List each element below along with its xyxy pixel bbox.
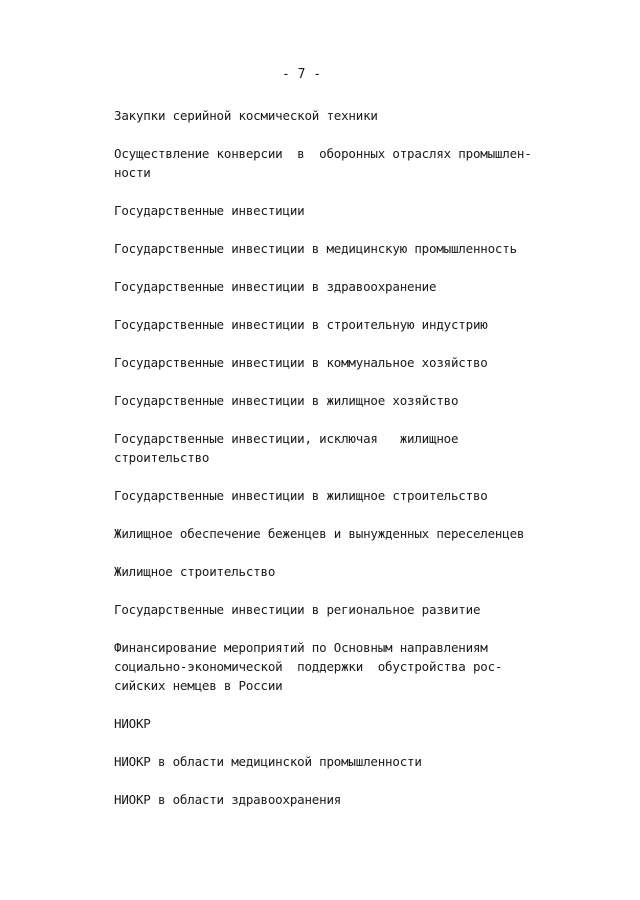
- budget-item-defense-conversion: Осуществление конверсии в оборонных отраслях промышлен- ности: [114, 146, 532, 180]
- budget-item-list: [114, 106, 554, 828]
- budget-item-housing-economy-investment: Государственные инвестиции в жилищное хозяйство: [114, 393, 459, 408]
- budget-item-medical-industry-investment: Государственные инвестиции в медицинскую промышленность: [114, 241, 517, 256]
- page-number: - 7 -: [282, 67, 322, 82]
- budget-item-utilities-investment: Государственные инвестиции в коммунальное хозяйство: [114, 355, 488, 370]
- budget-item-refugee-housing: Жилищное обеспечение беженцев и вынужденных переселенцев: [114, 526, 525, 541]
- budget-item-rnd: НИОКР: [114, 716, 151, 731]
- budget-item-housing-construction-investment: Государственные инвестиции в жилищное строительство: [114, 488, 488, 503]
- budget-item-state-investment: Государственные инвестиции: [114, 203, 305, 218]
- budget-item-russian-germans-support: Финансирование мероприятий по Основным направлениям социально-экономической поддержки обустройства рос- сийских немцев в России: [114, 640, 503, 693]
- budget-item-construction-industry-investment: Государственные инвестиции в строительную индустрию: [114, 317, 488, 332]
- budget-item-healthcare-investment: Государственные инвестиции в здравоохранение: [114, 279, 437, 294]
- budget-item-regional-development-investment: Государственные инвестиции в региональное развитие: [114, 602, 481, 617]
- budget-item-housing-construction: Жилищное строительство: [114, 564, 276, 579]
- budget-item-rnd-medical-industry: НИОКР в области медицинской промышленности: [114, 754, 422, 769]
- budget-item-investment-excluding-housing: Государственные инвестиции, исключая жилищное строительство: [114, 431, 459, 465]
- budget-item-rnd-healthcare: НИОКР в области здравоохранения: [114, 792, 342, 807]
- budget-item-space-equipment: Закупки серийной космической техники: [114, 108, 378, 123]
